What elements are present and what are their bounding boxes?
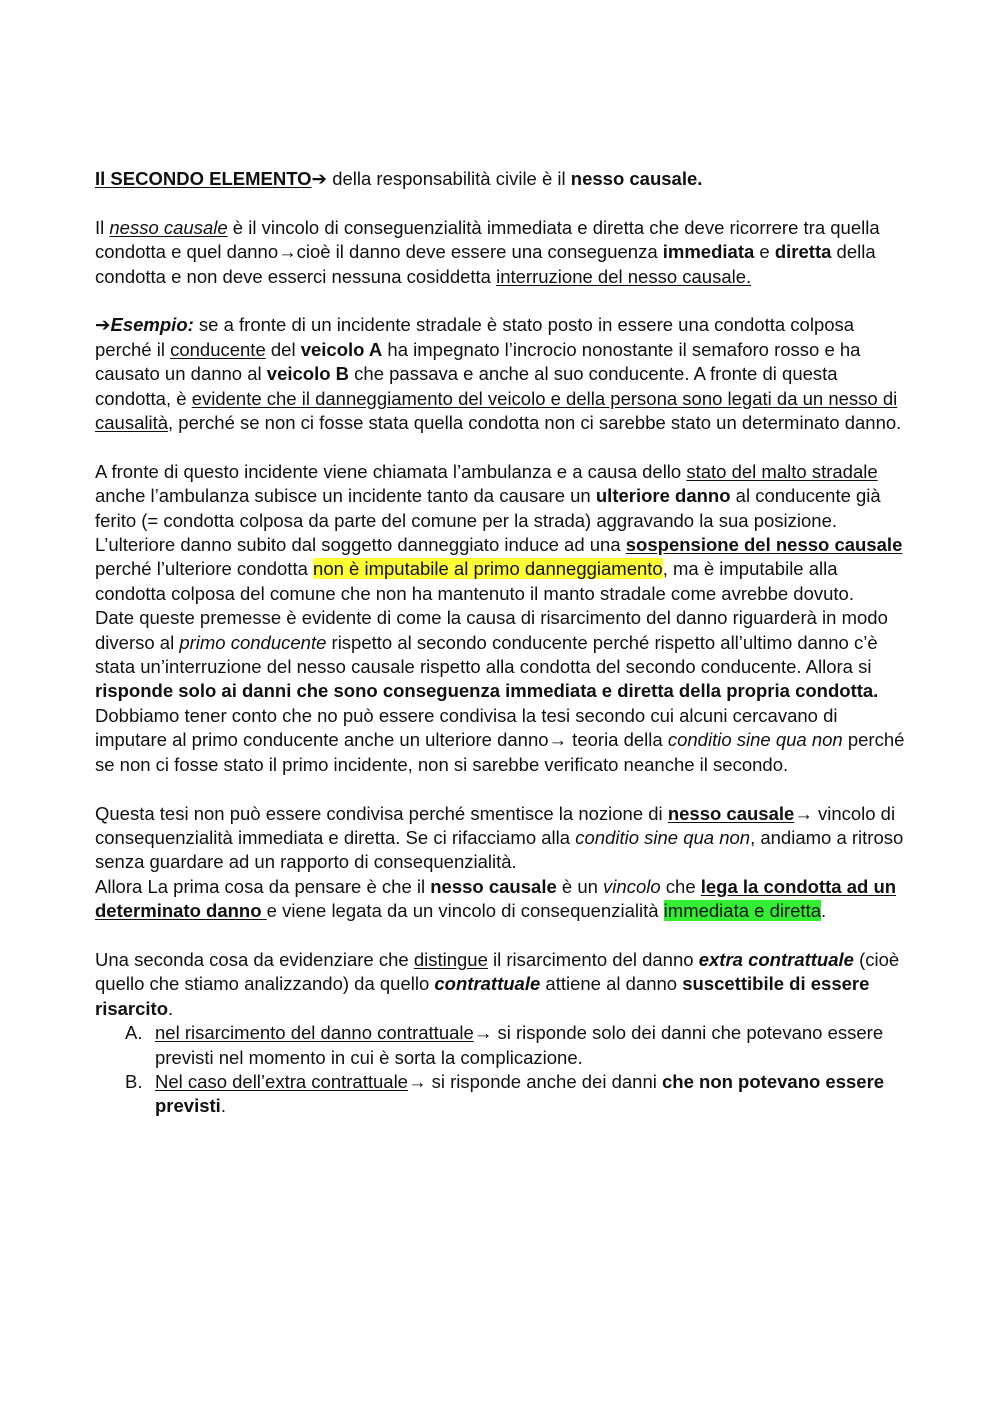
- italic-phrase: conditio sine qua non: [575, 826, 751, 848]
- text-span: Date queste premesse è evidente di come la causa di risarcimento del danno riguarderà in modo diverso al: [95, 607, 888, 653]
- text-span: anche l’ambulanza subisce un incidente tanto da causare un: [95, 485, 596, 507]
- paragraph-thesis: [95, 802, 910, 875]
- text-span: e: [754, 241, 775, 263]
- arrow-icon: →: [473, 1022, 493, 1044]
- bold-italic-term: contrattuale: [434, 973, 541, 995]
- bold-underlined-phrase: sospensione del nesso causale: [625, 534, 903, 556]
- paragraph-example: [95, 313, 910, 435]
- text-span: rispetto al secondo conducente perché rispetto all’ultimo danno c’è stata un’interruzione del nesso causale rispetto alla condotta del secondo conducente. Allora si: [95, 631, 878, 678]
- heading-term: nesso causale.: [570, 168, 703, 189]
- paragraph-definition: [95, 216, 910, 289]
- text-span: Una seconda cosa da evidenziare che: [95, 948, 414, 970]
- paragraph-first-point: [95, 875, 910, 924]
- list-marker: A.: [125, 1022, 143, 1044]
- bold-term: veicolo A: [300, 338, 383, 360]
- bold-term: nesso causale: [430, 875, 557, 897]
- text-span: Il: [95, 216, 110, 238]
- paragraph-second-point: [95, 948, 910, 1021]
- heading-text: della responsabilità civile è il: [327, 168, 571, 189]
- text-span: che: [660, 875, 701, 897]
- text-span: .: [168, 997, 174, 1019]
- text-span: è il vincolo di conseguenzialità immediata e diretta che deve ricorrere tra quella condotta e quel danno: [95, 216, 880, 263]
- bold-phrase: che non potevano essere previsti: [155, 1070, 885, 1117]
- paragraph-premises: [95, 606, 910, 704]
- underlined-word: conducente: [170, 338, 266, 360]
- text-span: perché l’ulteriore condotta: [95, 558, 314, 580]
- underlined-word: distingue: [413, 948, 488, 970]
- arrow-icon: ➔: [95, 314, 111, 336]
- text-span: A fronte di questo incidente viene chiamata l’ambulanza e a causa dello: [95, 460, 687, 482]
- arrow-icon: →: [278, 241, 297, 263]
- bold-term: immediata: [662, 241, 755, 263]
- bold-term: ulteriore danno: [595, 485, 731, 507]
- text-span: , perché se non ci fosse stata quella condotta non ci sarebbe stato un determinato danno.: [168, 412, 902, 434]
- underlined-phrase: evidente che il danneggiamento del veicolo e della persona sono legati da un nesso di causalità: [95, 387, 898, 434]
- text-span: , andiamo a ritroso senza guardare ad un rapporto di consequenzialità.: [95, 826, 904, 873]
- text-span: , ma è imputabile alla condotta colposa del comune che non ha mantenuto il manto stradale come avrebbe dovuto.: [95, 558, 854, 604]
- document-page: [95, 167, 910, 1119]
- text-span: e viene legata da un vincolo di consequenzialità: [266, 900, 664, 922]
- text-span: del: [265, 338, 301, 360]
- term-nesso-causale: nesso causale: [109, 216, 228, 238]
- paragraph-ambulance: [95, 460, 910, 606]
- bold-underlined-phrase: lega la condotta ad un determinato danno: [95, 875, 897, 922]
- text-span: Dobbiamo tener conto che no può essere condivisa la tesi secondo cui alcuni cercavano di imputare al primo conducente anche un ulteriore danno: [95, 704, 838, 751]
- text-span: il risarcimento del danno: [487, 948, 699, 970]
- text-span: cioè il danno deve essere una conseguenza: [296, 241, 663, 263]
- bold-phrase: risponde solo ai danni che sono conseguenza immediata e diretta della propria condotta.: [95, 680, 879, 702]
- bold-term: veicolo B: [266, 363, 350, 385]
- heading-lead: Il SECONDO ELEMENTO: [95, 168, 312, 189]
- text-span: è un: [556, 875, 604, 897]
- text-span: .: [220, 1095, 226, 1117]
- bold-italic-term: extra contrattuale: [698, 948, 854, 970]
- bold-underlined-term: nesso causale: [667, 802, 795, 824]
- italic-phrase: primo conducente: [179, 631, 327, 653]
- arrow-icon: ➔: [311, 168, 328, 189]
- list-item: [95, 1070, 910, 1119]
- underlined-phrase: Nel caso dell’extra contrattuale: [155, 1070, 408, 1092]
- paragraph-conditio: [95, 704, 910, 777]
- text-span: (cioè quello che stiamo analizzando) da quello: [95, 948, 900, 995]
- underlined-phrase: stato del malto stradale: [686, 460, 878, 482]
- text-span: perché se non ci fosse stato il primo incidente, non si sarebbe verificato neanche il secondo.: [95, 729, 905, 775]
- text-span: attiene al danno: [540, 973, 683, 995]
- text-span: si risponde solo dei danni che potevano essere previsti nel momento in cui è sorta la complicazione.: [155, 1022, 884, 1068]
- bold-term: diretta: [774, 241, 832, 263]
- text-span: che passava e anche al suo conducente. A fronte di questa condotta, è: [95, 363, 838, 409]
- list-marker: B.: [125, 1070, 143, 1092]
- italic-phrase: conditio sine qua non: [667, 729, 843, 751]
- text-span: se a fronte di un incidente stradale è stato posto in essere una condotta colposa perché il: [95, 314, 855, 360]
- text-span: teoria della: [567, 729, 668, 751]
- underlined-phrase: nel risarcimento del danno contrattuale: [155, 1022, 474, 1044]
- text-span: Questa tesi non può essere condivisa perché smentisce la nozione di: [95, 802, 668, 824]
- text-span: della condotta e non deve esserci nessuna cosiddetta: [95, 241, 876, 287]
- arrow-icon: →: [794, 802, 813, 824]
- example-label: Esempio:: [110, 314, 194, 336]
- arrow-icon: →: [548, 729, 568, 751]
- text-span: ha impegnato l’incrocio nonostante il semaforo rosso e ha causato un danno al: [95, 338, 861, 385]
- text-span: Allora La prima cosa da pensare è che il: [95, 875, 431, 897]
- section-heading: [95, 167, 910, 191]
- text-span: si risponde anche dei danni: [426, 1070, 662, 1092]
- text-span: vincolo di consequenzialità immediata e diretta. Se ci rifacciamo alla: [95, 802, 896, 848]
- highlighted-phrase: immediata e diretta: [663, 900, 821, 922]
- italic-word: vincolo: [603, 875, 661, 897]
- arrow-icon: →: [407, 1070, 427, 1092]
- lettered-list: [95, 1021, 910, 1119]
- text-span: al conducente già ferito (= condotta colposa da parte del comune per la strada) aggravando la sua posizione. L’ulteriore danno subito dal soggetto danneggiato induce ad una: [95, 485, 881, 556]
- underlined-phrase: interruzione del nesso causale.: [496, 265, 752, 287]
- list-item: [95, 1021, 910, 1070]
- highlighted-phrase: non è imputabile al primo danneggiamento: [313, 558, 663, 580]
- bold-phrase: suscettibile di essere risarcito: [95, 973, 870, 1019]
- text-span: .: [821, 900, 827, 922]
